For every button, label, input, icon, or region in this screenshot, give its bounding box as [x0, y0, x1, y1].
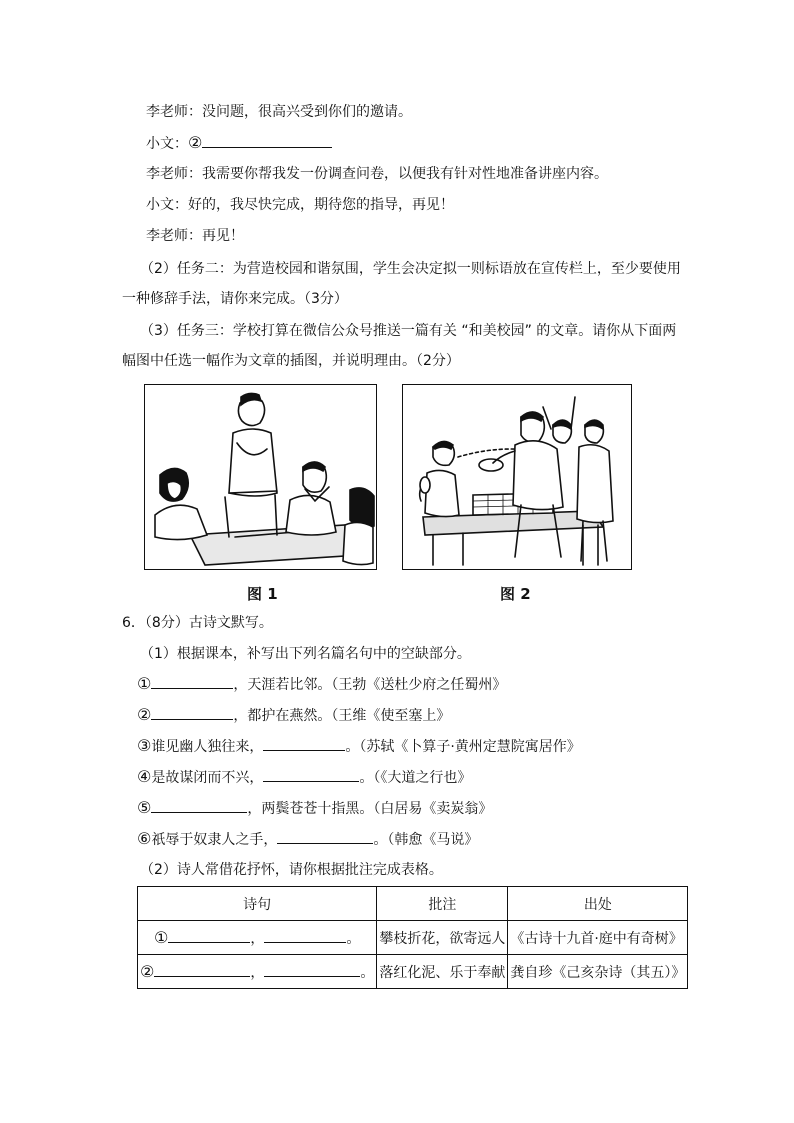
period: 。: [346, 930, 361, 947]
answer-blank[interactable]: [264, 962, 360, 977]
comma: ，: [250, 930, 265, 947]
dialog-speaker: 小文：: [146, 197, 188, 213]
answer-blank[interactable]: [168, 928, 250, 943]
answer-blank[interactable]: [154, 962, 250, 977]
table-tennis-drawing: [403, 385, 631, 569]
dialog-text: 再见！: [202, 228, 244, 244]
answer-blank[interactable]: [263, 736, 345, 751]
poem-cell: [138, 955, 377, 989]
answer-blank[interactable]: [277, 829, 373, 844]
q6-sub2: （2）诗人常借花抒怀，请你根据批注完成表格。: [140, 862, 443, 878]
dialog-line-4: [146, 195, 454, 215]
item-number: ②: [137, 705, 152, 724]
answer-blank[interactable]: [151, 798, 247, 813]
item-after: ，天涯若比邻。（王勃《送杜少府之任蜀州》: [233, 677, 507, 693]
answer-blank[interactable]: [263, 767, 359, 782]
item-number: ①: [137, 674, 152, 693]
item-before: 祇辱于奴隶人之手，: [151, 832, 278, 848]
recite-item-1: [137, 674, 506, 695]
answer-blank[interactable]: [264, 928, 346, 943]
dialog-speaker: 李老师：: [146, 104, 202, 120]
source-cell: 《古诗十九首·庭中有奇树》: [508, 921, 688, 955]
header-source: 出处: [508, 887, 688, 921]
recite-item-3: [137, 736, 581, 757]
figure-1-label: 图 1: [247, 585, 278, 603]
dialog-speaker: 李老师：: [146, 166, 202, 182]
item-after: 。（韩愈《马说》: [373, 832, 479, 848]
note-cell: 落红化泥、乐于奉献: [377, 955, 508, 989]
dialog-text: 好的，我尽快完成，期待您的指导，再见！: [188, 197, 454, 213]
comma: ，: [250, 964, 265, 981]
recite-item-5: [137, 798, 492, 819]
poem-annotation-table: [137, 886, 688, 989]
item-number: ①: [154, 927, 169, 947]
recite-item-2: [137, 705, 450, 726]
recite-item-4: [137, 767, 471, 788]
q6-heading: 6．（8分）古诗文默写。: [122, 615, 273, 631]
note-cell: 攀枝折花，欲寄远人: [377, 921, 508, 955]
classroom-discussion-drawing: [145, 385, 376, 569]
item-before: 谁见幽人独往来，: [151, 739, 264, 755]
item-after: ，都护在燕然。（王维《使至塞上》: [233, 708, 451, 724]
dialog-line-3: [146, 164, 608, 184]
dialog-line-2: [146, 133, 332, 154]
dialog-text: 没问题，很高兴受到你们的邀请。: [202, 104, 412, 120]
item-after: ，两鬓苍苍十指黑。（白居易《卖炭翁》: [247, 801, 493, 817]
dialog-text: 我需要你帮我发一份调查问卷，以便我有针对性地准备讲座内容。: [202, 166, 608, 182]
table-row: [138, 955, 688, 989]
item-number: ③: [137, 736, 152, 755]
table-row: [138, 921, 688, 955]
task2-line-2: 一种修辞手法，请你来完成。（3分）: [122, 291, 348, 307]
task3-line-1: （3）任务三：学校打算在微信公众号推送一篇有关 “和美校园” 的文章。请你从下面两: [140, 323, 677, 339]
item-number: ⑤: [137, 798, 152, 817]
item-before: 是故谋闭而不兴，: [151, 770, 264, 786]
q6-sub1: （1）根据课本，补写出下列名篇名句中的空缺部分。: [140, 646, 471, 662]
source-cell: 龚自珍《己亥杂诗（其五）》: [508, 955, 688, 989]
period: 。: [360, 964, 375, 981]
header-note: 批注: [377, 887, 508, 921]
figure-1-illustration: [144, 384, 377, 570]
recite-item-6: [137, 829, 478, 850]
item-number: ④: [137, 767, 152, 786]
table-header-row: [138, 887, 688, 921]
figure-2-label: 图 2: [500, 585, 531, 603]
task3-line-2: 幅图中任选一幅作为文章的插图，并说明理由。（2分）: [122, 353, 460, 369]
header-poem: 诗句: [138, 887, 377, 921]
dialog-line-1: [146, 102, 412, 122]
item-number: ⑥: [137, 829, 152, 848]
item-after: 。（苏轼《卜算子·黄州定慧院寓居作》: [345, 739, 581, 755]
dialog-speaker: 李老师：: [146, 228, 202, 244]
task2-line-1: （2）任务二：为营造校园和谐氛围，学生会决定拟一则标语放在宣传栏上，至少要使用: [140, 261, 681, 277]
figure-2-illustration: [402, 384, 632, 570]
dialog-line-5: [146, 226, 244, 246]
answer-blank[interactable]: [202, 133, 332, 148]
dialog-text: ②: [188, 133, 203, 152]
answer-blank[interactable]: [151, 705, 233, 720]
answer-blank[interactable]: [151, 674, 233, 689]
item-number: ②: [140, 961, 155, 981]
item-after: 。（《大道之行也》: [359, 770, 472, 786]
dialog-speaker: 小文：: [146, 136, 188, 152]
poem-cell: [138, 921, 377, 955]
